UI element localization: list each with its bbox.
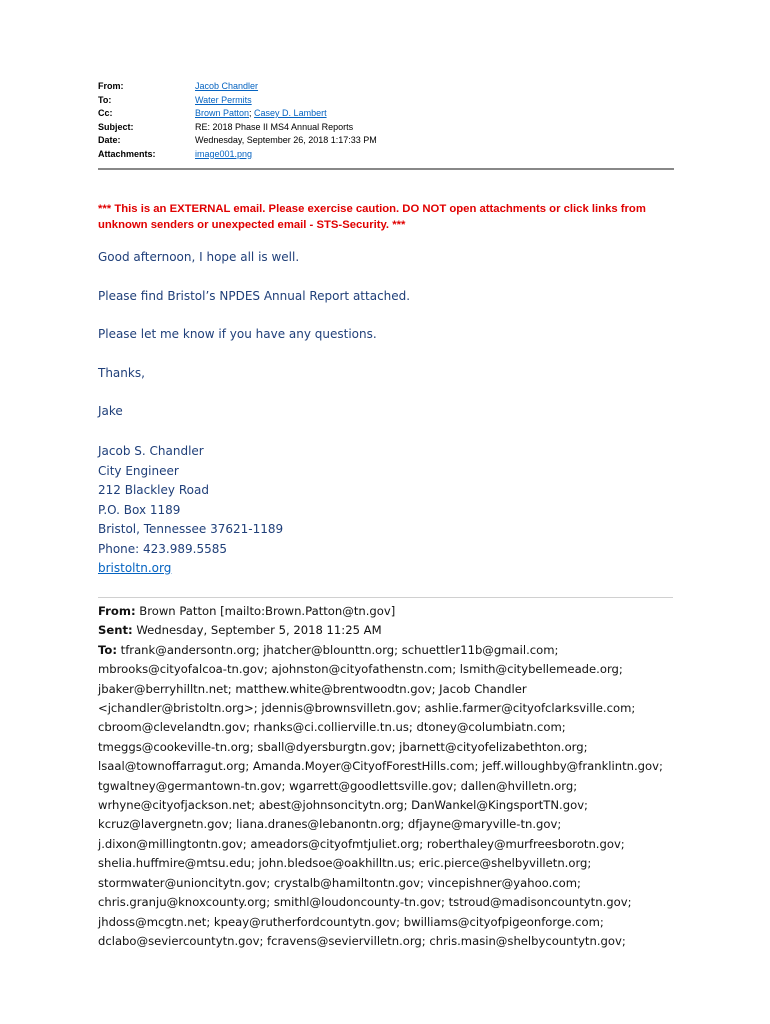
forward-to-line-text: cbroom@clevelandtn.gov; rhanks@ci.collierville.tn.us; dtoney@columbiatn.com;: [98, 720, 566, 735]
forward-divider: [98, 597, 673, 598]
forward-to-line-text: kcruz@lavergnetn.gov; liana.dranes@lebanontn.org; dfjayne@maryville-tn.gov;: [98, 817, 562, 832]
email-header: [98, 80, 674, 161]
forward-to-line-text: shelia.huffmire@mtsu.edu; john.bledsoe@oakhilltn.us; eric.pierce@shelbyvilletn.org;: [98, 856, 592, 871]
header-row-cc: [98, 107, 674, 121]
forward-to-line-text: <jchandler@bristoltn.org>; jdennis@brownsvilletn.gov; ashlie.farmer@cityofclarksville.com;: [98, 701, 636, 716]
forward-to-line-text: tfrank@andersontn.org; jhatcher@blounttn.org; schuettler11b@gmail.com;: [116, 642, 559, 657]
forward-to-line-text: wrhyne@cityofjackson.net; abest@johnsoncitytn.org; DanWankel@KingsportTN.gov;: [98, 798, 588, 813]
cc-link-brown-patton[interactable]: Brown Patton: [195, 108, 250, 118]
subject-value: RE: 2018 Phase II MS4 Annual Reports: [195, 121, 354, 132]
forward-to-line-text: j.dixon@millingtontn.gov; ameadors@cityofmtjuliet.org; roberthaley@murfreesborotn.gov;: [98, 836, 625, 851]
cc-separator: ;: [249, 108, 255, 118]
forward-to-line-text: jbaker@berryhilltn.net; matthew.white@brentwoodtn.gov; Jacob Chandler: [98, 681, 527, 696]
signature-title: City Engineer: [98, 463, 179, 478]
from-label: From:: [98, 81, 124, 91]
header-row-attachments: [98, 148, 674, 162]
forward-sent-line: [98, 621, 678, 640]
forward-from-label: From:: [98, 604, 136, 618]
forward-sent-label: Sent:: [98, 623, 133, 638]
forward-from-value: Brown Patton [mailto:Brown.Patton@tn.gov]: [135, 604, 396, 618]
external-email-warning: *** This is an EXTERNAL email. Please exercise caution. DO NOT open attachments or click links from unknown senders or unexpected email - STS-Security. ***: [98, 203, 646, 231]
forward-to-line-text: jhdoss@mcgtn.net; kpeay@rutherfordcountytn.gov; bwilliams@cityofpigeonforge.com;: [98, 914, 604, 929]
attachment-link[interactable]: image001.png: [195, 148, 253, 159]
forward-to-line-text: tmeggs@cookeville-tn.org; sball@dyersburgtn.gov; jbarnett@cityofelizabethton.org;: [98, 739, 588, 754]
forwarded-message-header: [98, 602, 678, 951]
cc-link-casey-lambert[interactable]: Casey D. Lambert: [254, 108, 327, 118]
to-link[interactable]: Water Permits: [195, 94, 252, 105]
forward-to-line-text: tgwaltney@germantown-tn.gov; wgarrett@goodlettsville.gov; dallen@hvilletn.org;: [98, 778, 578, 793]
signature-street: 212 Blackley Road: [98, 483, 209, 497]
signature-po-box: P.O. Box 1189: [98, 502, 181, 517]
date-label: Date:: [98, 135, 121, 145]
forward-sent-value: Wednesday, September 5, 2018 11:25 AM: [132, 623, 382, 638]
header-row-date: [98, 134, 674, 148]
cc-label: Cc:: [98, 108, 113, 118]
forward-from-line: [98, 602, 678, 621]
forward-to-line-text: lsaal@townoffarragut.org; Amanda.Moyer@CityofForestHills.com; jeff.willoughby@franklintn.gov;: [98, 759, 663, 774]
greeting-text: Good afternoon, I hope all is well.: [98, 250, 300, 264]
attachments-label: Attachments:: [98, 148, 156, 159]
signature-website-link[interactable]: bristoltn.org: [98, 561, 172, 575]
forward-to-line-text: stormwater@unioncitytn.gov; crystalb@hamiltontn.gov; vincepishner@yahoo.com;: [98, 875, 581, 890]
thanks-text: Thanks,: [98, 366, 145, 380]
cc-values: [195, 107, 327, 121]
signature-block: [98, 442, 283, 579]
body-line-report: Please find Bristol’s NPDES Annual Report attached.: [98, 289, 411, 303]
sender-short-name: Jake: [98, 404, 123, 418]
header-row-from: [98, 80, 674, 94]
forward-to-line-text: dclabo@seviercountytn.gov; fcravens@seviervilletn.org; chris.masin@shelbycountytn.gov;: [98, 933, 626, 948]
subject-label: Subject:: [98, 121, 134, 132]
from-link[interactable]: Jacob Chandler: [195, 81, 259, 91]
header-row-subject: [98, 121, 674, 135]
body-line-questions: Please let me know if you have any questions.: [98, 327, 377, 341]
header-row-to: [98, 94, 674, 108]
forward-to-line-text: chris.granju@knoxcounty.org; smithl@loudoncounty-tn.gov; tstroud@madisoncountytn.gov;: [98, 895, 632, 910]
date-value: Wednesday, September 26, 2018 1:17:33 PM: [195, 135, 377, 145]
forward-to-line-text: mbrooks@cityofalcoa-tn.gov; ajohnston@cityofathenstn.com; lsmith@citybellemeade.org;: [98, 662, 623, 677]
signature-name: Jacob S. Chandler: [98, 444, 204, 458]
signature-phone: Phone: 423.989.5585: [98, 541, 228, 556]
header-divider: [98, 168, 674, 170]
signature-city: Bristol, Tennessee 37621-1189: [98, 522, 284, 536]
forward-to-label: To:: [98, 642, 117, 657]
to-label: To:: [98, 94, 112, 105]
forward-to-line: [98, 641, 678, 660]
